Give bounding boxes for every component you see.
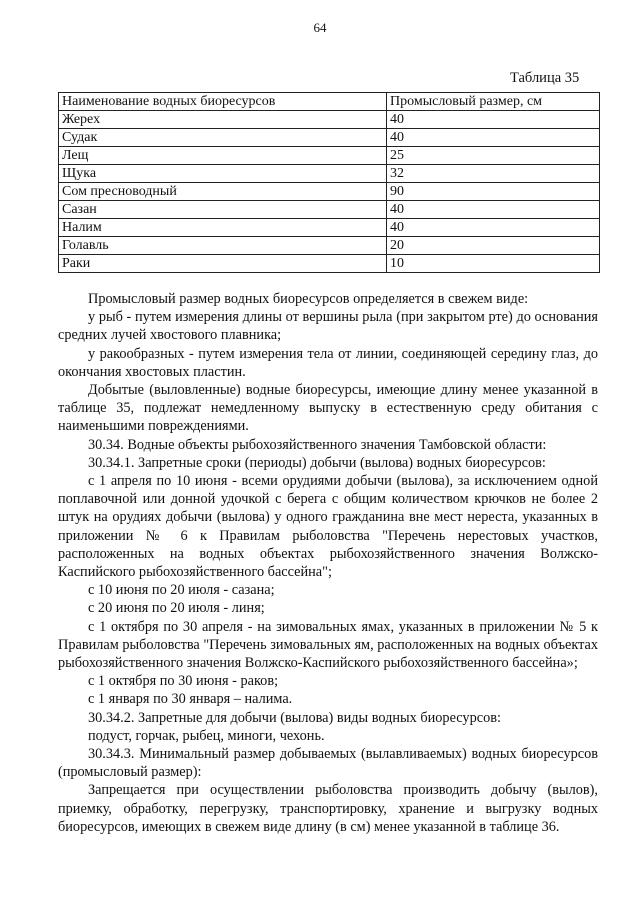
table-header-row [59, 93, 600, 111]
paragraph: с 1 октября по 30 апреля - на зимовальных ямах, указанных в приложении № 5 к Правилам рыболовства "Перечень зимовальных ям, расположенных на водных объектах рыбохозяйственного значения Волжско-Каспийского рыбохозяйственного бассейна»; [58, 618, 598, 672]
body-text [58, 290, 598, 836]
table-row [59, 111, 600, 129]
paragraph: с 1 апреля по 10 июня - всеми орудиями добычи (вылова), за исключением одной поплавочной или донной удочкой с берега с общим количеством крючков не более 2 штук на орудиях добычи (вылова) у одного гражданина вне мест нереста, указанных в приложении № 6 к Правилам рыболовства "Перечень нерестовых участков, расположенных на водных объектах рыбохозяйственного значения Волжско-Каспийского рыбохозяйственного бассейна"; [58, 473, 598, 581]
table-cell-name: Лещ [59, 147, 387, 165]
table-cell-size: 40 [387, 129, 600, 147]
table-cell-name: Судак [59, 129, 387, 147]
table-row [59, 219, 600, 237]
table-caption: Таблица 35 [510, 70, 580, 86]
table-cell-size: 20 [387, 237, 600, 255]
paragraph: 30.34. Водные объекты рыбохозяйственного значения Тамбовской области: [88, 436, 547, 453]
paragraph: у ракообразных - путем измерения тела от линии, соединяющей середину глаз, до окончания хвостовых пластин. [58, 345, 598, 380]
paragraph: Запрещается при осуществлении рыболовства производить добычу (вылов), приемку, обработку, перегрузку, транспортировку, хранение и выгрузку водных биоресурсов, имеющих в свежем виде длину (в см) менее указанной в таблице 36. [58, 782, 598, 835]
paragraph: с 1 января по 30 января – налима. [88, 691, 293, 708]
table-row [59, 147, 600, 165]
table-row [59, 129, 600, 147]
table-cell-name: Щука [59, 165, 387, 183]
paragraph: 30.34.3. Минимальный размер добываемых (вылавливаемых) водных биоресурсов (промысловый размер): [58, 746, 598, 781]
paragraph: Промысловый размер водных биоресурсов определяется в свежем виде: [88, 291, 529, 307]
table-cell-size: 40 [387, 201, 600, 219]
paragraph: с 10 июня по 20 июля - сазана; [88, 582, 275, 599]
paragraph: у рыб - путем измерения длины от вершины рыла (при закрытом рте) до основания средних лучей хвостового плавника; [58, 309, 598, 344]
table-row [59, 183, 600, 201]
paragraph: Добытые (выловленные) водные биоресурсы, имеющие длину менее указанной в таблице 35, подлежат немедленному выпуску в естественную среду обитания с наименьшими повреждениями. [58, 382, 598, 435]
paragraph: с 20 июня по 20 июля - линя; [88, 600, 265, 617]
table-cell-size: 25 [387, 147, 600, 165]
table-cell-name: Сазан [59, 201, 387, 219]
table-cell-name: Сом пресноводный [59, 183, 387, 201]
table-cell-size: 90 [387, 183, 600, 201]
table-cell-size: 40 [387, 111, 600, 129]
table-header-cell: Промысловый размер, см [387, 93, 600, 111]
table-cell-size: 32 [387, 165, 600, 183]
table-row [59, 237, 600, 255]
commercial-size-table [58, 92, 600, 273]
paragraph: с 1 октября по 30 июня - раков; [88, 673, 279, 690]
table-row [59, 255, 600, 273]
table-cell-name: Раки [59, 255, 387, 273]
table-cell-size: 10 [387, 255, 600, 273]
table-row [59, 201, 600, 219]
page-number: 64 [313, 20, 327, 35]
table-header-cell: Наименование водных биоресурсов [59, 93, 387, 111]
table-row [59, 165, 600, 183]
table-cell-name: Жерех [59, 111, 387, 129]
table-cell-size: 40 [387, 219, 600, 237]
paragraph: 30.34.1. Запретные сроки (периоды) добычи (вылова) водных биоресурсов: [88, 454, 546, 471]
table-cell-name: Налим [59, 219, 387, 237]
paragraph: подуст, горчак, рыбец, миноги, чехонь. [88, 727, 325, 744]
table-cell-name: Голавль [59, 237, 387, 255]
paragraph: 30.34.2. Запретные для добычи (вылова) виды водных биоресурсов: [88, 709, 501, 726]
